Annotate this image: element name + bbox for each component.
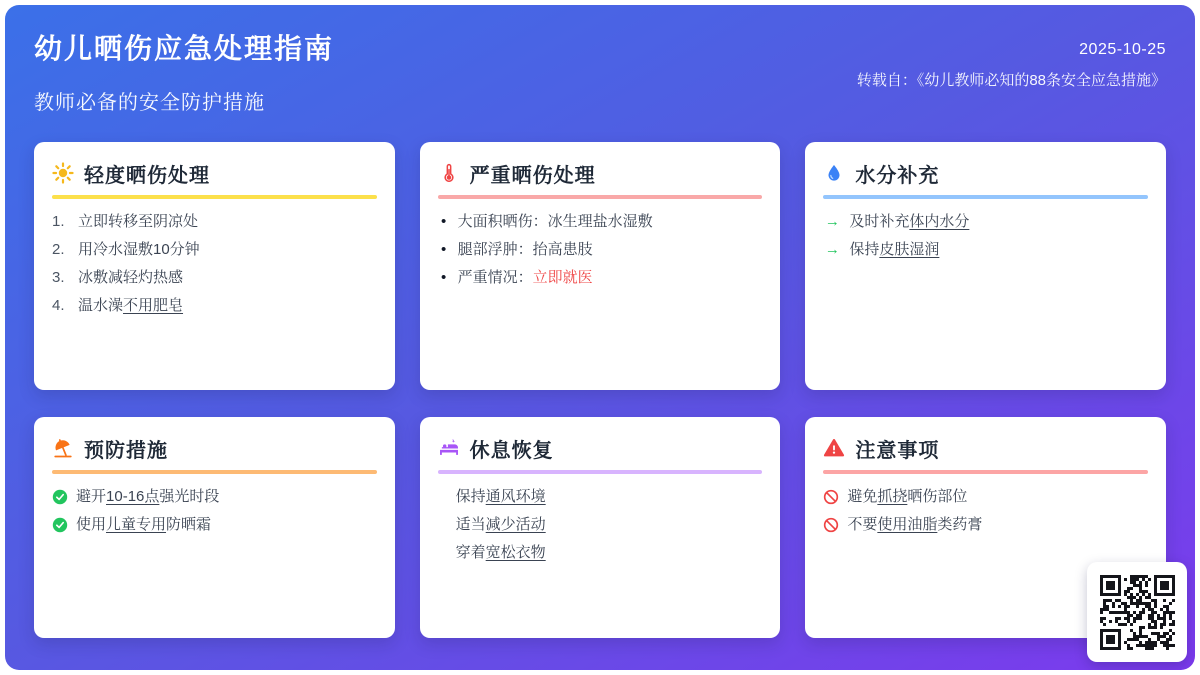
card-header [438,435,763,461]
item-number: 3. [52,268,65,286]
text-segment: 抓挠 [877,487,908,505]
item-text [456,487,546,507]
warning-icon [823,437,845,459]
list-item [438,212,763,232]
card-header [52,435,377,461]
sun-icon [52,162,74,184]
accent-underline [52,195,377,199]
card-severe-sunburn-treatment [420,142,781,390]
text-segment: 立即转移至阴凉处 [78,212,199,230]
bullet-icon: • [441,268,447,286]
text-segment: 使用 [76,515,107,533]
text-segment: 减少活动 [485,515,546,533]
bullet-icon: • [441,240,447,258]
card-title: 轻度晒伤处理 [84,164,210,187]
text-segment: 穿着 [455,543,486,561]
poster-background [5,5,1195,670]
item-text [849,212,969,232]
no-entry-icon [823,487,839,505]
text-segment: 避开 [76,487,107,505]
item-text [456,543,546,563]
item-text [78,296,183,316]
text-segment: 类药膏 [937,515,983,533]
bed-icon [438,437,460,459]
card-hydration [805,142,1166,390]
text-segment: 皮肤湿润 [879,240,940,258]
bullet-icon: • [441,212,447,230]
card-items [52,212,377,316]
text-segment: 体内水分 [909,212,970,230]
list-item [52,240,377,260]
arrow-icon: → [824,240,840,258]
item-text [458,240,593,260]
text-segment: 适当 [455,515,486,533]
accent-underline [823,470,1148,474]
card-title: 预防措施 [84,439,168,462]
item-text [456,515,546,535]
header [34,33,1166,115]
list-item [823,515,1148,535]
list-item [456,515,763,535]
accent-underline [52,470,377,474]
text-segment: 不要 [847,515,878,533]
text-segment: 不用肥皂 [123,296,184,314]
card-header [823,435,1148,461]
text-segment: 强光时段 [159,487,220,505]
qr-code [1087,562,1187,662]
card-title: 休息恢复 [469,439,554,462]
beach-umbrella-icon [52,437,74,459]
list-item [52,212,377,232]
page-subtitle: 教师必备的安全防护措施 [34,92,265,114]
item-number: 2. [52,240,65,258]
cards-grid [34,142,1166,638]
text-segment: 用冷水湿敷10分钟 [78,240,200,258]
item-text [849,240,939,260]
item-text [458,268,593,288]
text-segment: 宽松衣物 [485,543,546,561]
text-segment: 通风环境 [485,487,546,505]
list-item [456,543,763,563]
source-attribution: 转载自：《幼儿教师必知的88条安全应急措施》 [856,72,1166,89]
card-title: 水分补充 [855,164,940,187]
card-prevention [34,417,395,638]
text-segment: 10-16点 [106,487,160,505]
list-item [52,296,377,316]
list-item [823,240,1148,260]
list-item [52,268,377,288]
list-item [52,487,377,507]
text-segment: 温水澡 [78,296,124,314]
text-segment: 使用油脂 [877,515,938,533]
list-item [52,515,377,535]
item-text [76,515,211,535]
text-segment: 晒伤部位 [907,487,968,505]
item-text [76,487,219,507]
accent-underline [438,470,763,474]
qr-pattern [1100,575,1175,650]
card-header [52,160,377,186]
thermometer-icon [438,162,460,184]
card-header [823,160,1148,186]
text-segment: 冰敷减轻灼热感 [78,268,184,286]
card-rest-recovery [420,417,781,638]
date-label: 2025-10-25 [1079,41,1166,58]
accent-underline [823,195,1148,199]
check-icon [52,487,68,505]
item-text [847,487,967,507]
card-title: 注意事项 [855,439,940,462]
card-header [438,160,763,186]
text-segment: 保持 [455,487,486,505]
card-items [823,487,1148,535]
item-number: 4. [52,296,65,314]
card-title: 严重晒伤处理 [469,164,596,187]
item-text [78,268,183,288]
list-item [823,212,1148,232]
item-text [847,515,982,535]
droplet-icon [823,162,845,184]
text-segment: 严重情况： [457,268,533,286]
list-item [438,268,763,288]
arrow-icon: → [824,212,840,230]
page-title: 幼儿晒伤应急处理指南 [34,33,335,64]
text-segment: 立即就医 [532,268,593,286]
check-icon [52,515,68,533]
list-item [438,240,763,260]
text-segment: 避免 [847,487,878,505]
list-item [456,487,763,507]
text-segment: 大面积晒伤：冰生理盐水湿敷 [457,212,653,230]
card-items [438,487,763,563]
item-number: 1. [52,212,65,230]
text-segment: 保持 [849,240,880,258]
header-meta [857,41,1166,90]
card-items [438,212,763,288]
card-mild-sunburn-treatment [34,142,395,390]
no-entry-icon [823,515,839,533]
text-segment: 及时补充 [849,212,910,230]
accent-underline [438,195,763,199]
card-items [52,487,377,535]
text-segment: 腿部浮肿：抬高患肢 [457,240,593,258]
item-text [78,212,198,232]
card-items [823,212,1148,260]
list-item [823,487,1148,507]
item-text [78,240,200,260]
text-segment: 防晒霜 [166,515,212,533]
item-text [458,212,653,232]
text-segment: 儿童专用 [106,515,167,533]
